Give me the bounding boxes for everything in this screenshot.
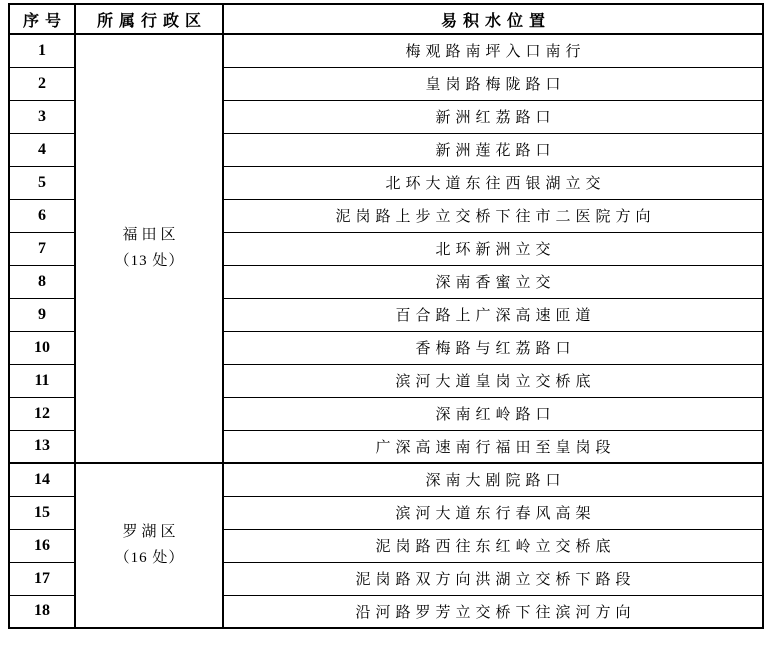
table-row: [9, 34, 763, 67]
location-text: 滨河大道东行春风高架: [223, 496, 763, 529]
serial-number: 2: [9, 67, 75, 100]
col-header-district: 所属行政区: [75, 4, 223, 34]
serial-number: 8: [9, 265, 75, 298]
serial-number: 6: [9, 199, 75, 232]
location-text: 泥岗路上步立交桥下往市二医院方向: [223, 199, 763, 232]
location-text: 皇岗路梅陇路口: [223, 67, 763, 100]
serial-number: 18: [9, 595, 75, 628]
district-count: （16 处）: [114, 549, 185, 566]
location-text: 泥岗路西往东红岭立交桥底: [223, 529, 763, 562]
location-text: 广深高速南行福田至皇岗段: [223, 430, 763, 463]
location-text: 梅观路南坪入口南行: [223, 34, 763, 67]
location-text: 北环新洲立交: [223, 232, 763, 265]
col-header-location: 易积水位置: [223, 4, 763, 34]
serial-number: 9: [9, 298, 75, 331]
location-text: 香梅路与红荔路口: [223, 331, 763, 364]
col-header-serial: 序号: [9, 4, 75, 34]
location-text: 新洲莲花路口: [223, 133, 763, 166]
district-count: （13 处）: [114, 252, 185, 269]
location-text: 深南香蜜立交: [223, 265, 763, 298]
location-text: 滨河大道皇岗立交桥底: [223, 364, 763, 397]
serial-number: 4: [9, 133, 75, 166]
flood-location-table: [8, 3, 764, 629]
serial-number: 17: [9, 562, 75, 595]
serial-number: 5: [9, 166, 75, 199]
serial-number: 12: [9, 397, 75, 430]
serial-number: 1: [9, 34, 75, 67]
serial-number: 7: [9, 232, 75, 265]
district-cell-luohu: [75, 463, 223, 628]
district-cell-futian: [75, 34, 223, 463]
location-text: 新洲红荔路口: [223, 100, 763, 133]
serial-number: 14: [9, 463, 75, 496]
serial-number: 10: [9, 331, 75, 364]
header-row: [9, 4, 763, 34]
table-row: [9, 463, 763, 496]
district-name: 福田区: [122, 227, 180, 243]
serial-number: 13: [9, 430, 75, 463]
location-text: 沿河路罗芳立交桥下往滨河方向: [223, 595, 763, 628]
location-text: 泥岗路双方向洪湖立交桥下路段: [223, 562, 763, 595]
location-text: 深南大剧院路口: [223, 463, 763, 496]
serial-number: 3: [9, 100, 75, 133]
serial-number: 15: [9, 496, 75, 529]
location-text: 深南红岭路口: [223, 397, 763, 430]
location-text: 百合路上广深高速匝道: [223, 298, 763, 331]
location-text: 北环大道东往西银湖立交: [223, 166, 763, 199]
serial-number: 16: [9, 529, 75, 562]
serial-number: 11: [9, 364, 75, 397]
district-name: 罗湖区: [122, 524, 180, 540]
